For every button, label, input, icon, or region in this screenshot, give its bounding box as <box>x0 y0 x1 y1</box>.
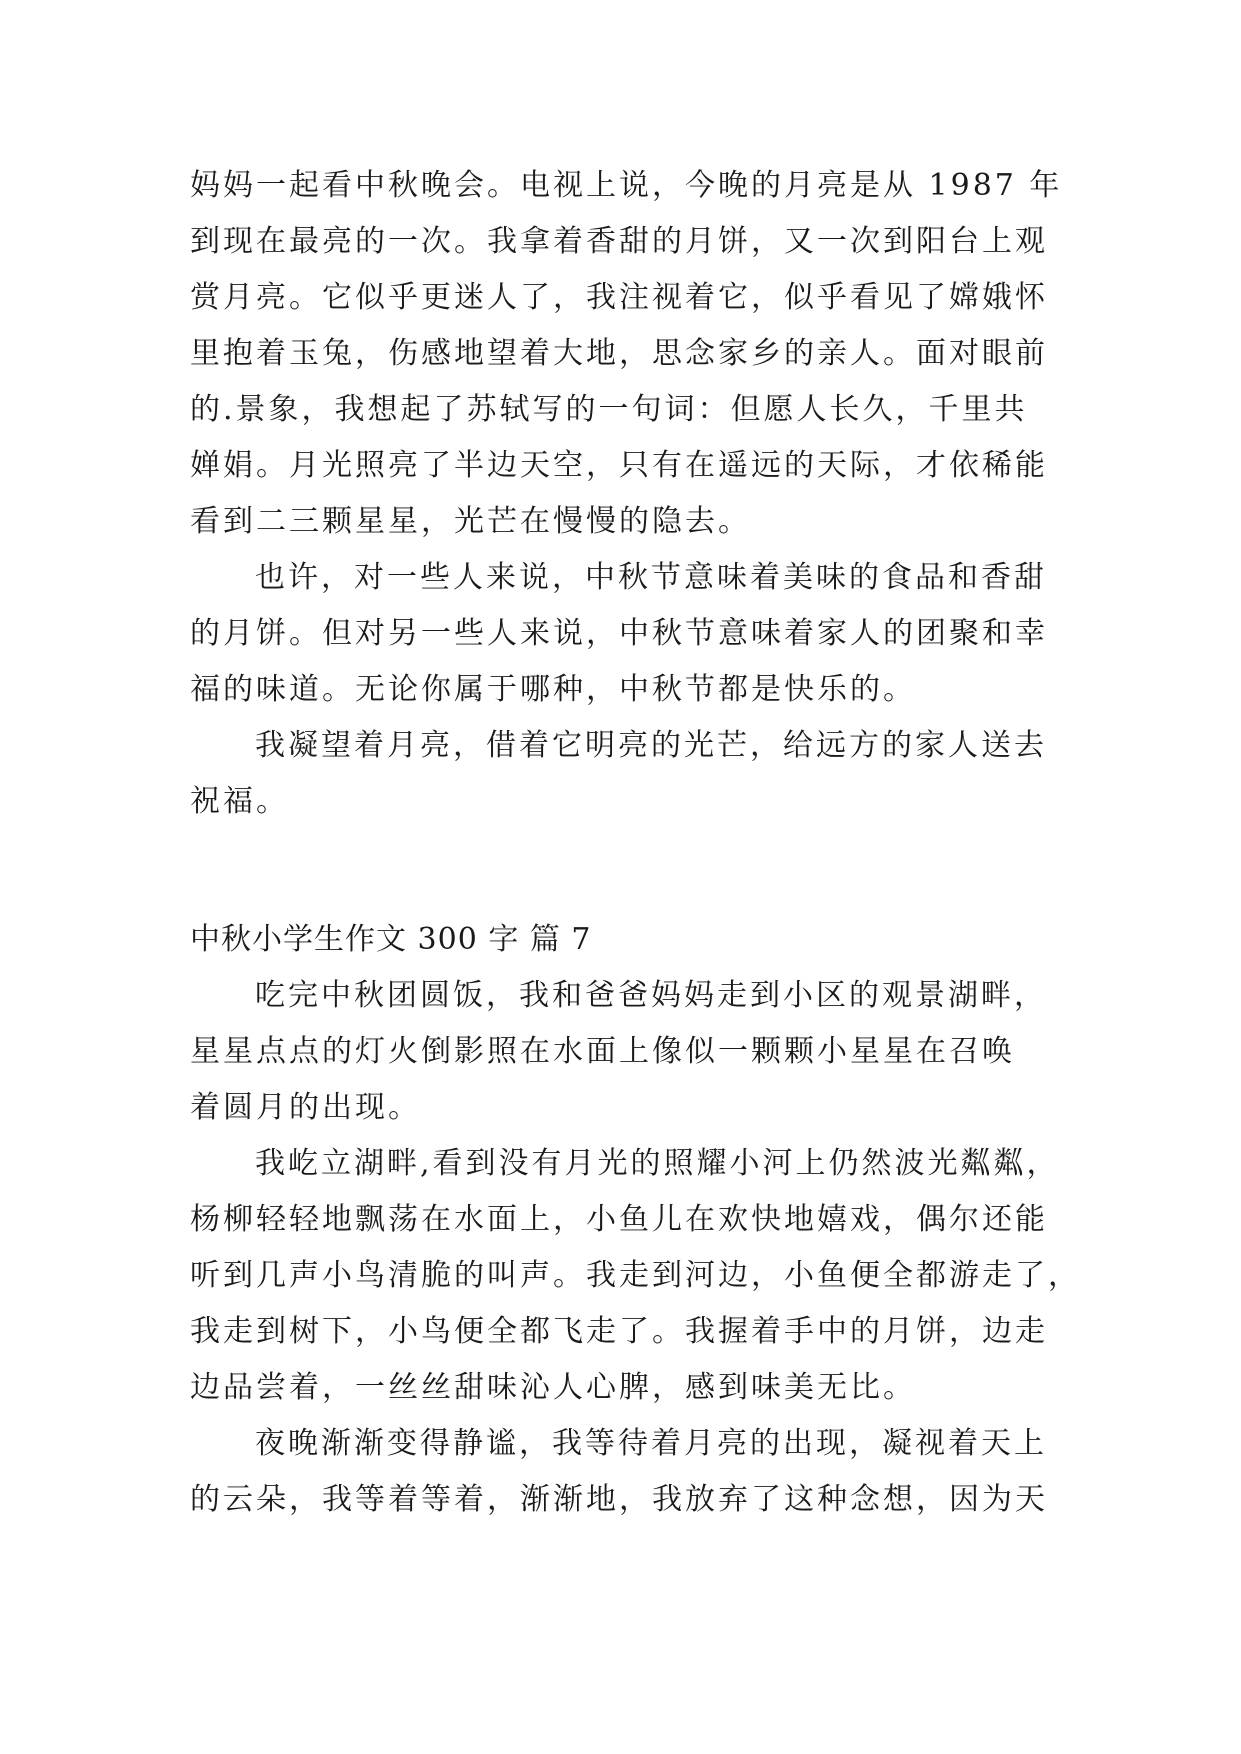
body-text-line: 也许，对一些人来说，中秋节意味着美味的食品和香甜 <box>255 560 1047 595</box>
body-text-line: 里抱着玉兔，伤感地望着大地，思念家乡的亲人。面对眼前 <box>190 336 1048 371</box>
section-heading: 中秋小学生作文 300 字 篇 7 <box>190 922 592 957</box>
body-text-line: 看到二三颗星星，光芒在慢慢的隐去。 <box>190 504 751 539</box>
body-text-line: 的.景象，我想起了苏轼写的一句词：但愿人长久，千里共 <box>190 392 1028 427</box>
body-text-line: 着圆月的出现。 <box>190 1090 421 1125</box>
body-text-line: 夜晚渐渐变得静谧，我等待着月亮的出现，凝视着天上 <box>255 1426 1047 1461</box>
body-text-line: 福的味道。无论你属于哪种，中秋节都是快乐的。 <box>190 672 916 707</box>
body-text-line: 我走到树下，小鸟便全都飞走了。我握着手中的月饼，边走 <box>190 1314 1048 1349</box>
body-text-line: 边品尝着，一丝丝甜味沁人心脾，感到味美无比。 <box>190 1370 916 1405</box>
body-text-line: 的云朵，我等着等着，渐渐地，我放弃了这种念想，因为天 <box>190 1482 1048 1517</box>
body-text-line: 我凝望着月亮，借着它明亮的光芒，给远方的家人送去 <box>255 728 1047 763</box>
body-text-line: 我屹立湖畔,看到没有月光的照耀小河上仍然波光粼粼， <box>255 1146 1060 1181</box>
body-text-line: 妈妈一起看中秋晚会。电视上说，今晚的月亮是从 1987 年 <box>190 168 1063 203</box>
body-text-line: 到现在最亮的一次。我拿着香甜的月饼，又一次到阳台上观 <box>190 224 1048 259</box>
body-text-line: 吃完中秋团圆饭，我和爸爸妈妈走到小区的观景湖畔， <box>255 978 1047 1013</box>
body-text-line: 祝福。 <box>190 784 289 819</box>
body-text-line: 婵娟。月光照亮了半边天空，只有在遥远的天际，才依稀能 <box>190 448 1048 483</box>
body-text-line: 杨柳轻轻地飘荡在水面上，小鱼儿在欢快地嬉戏，偶尔还能 <box>190 1202 1048 1237</box>
body-text-line: 听到几声小鸟清脆的叫声。我走到河边，小鱼便全都游走了， <box>190 1258 1081 1293</box>
body-text-line: 的月饼。但对另一些人来说，中秋节意味着家人的团聚和幸 <box>190 616 1048 651</box>
body-text-line: 星星点点的灯火倒影照在水面上像似一颗颗小星星在召唤 <box>190 1034 1015 1069</box>
body-text-line: 赏月亮。它似乎更迷人了，我注视着它，似乎看见了嫦娥怀 <box>190 280 1048 315</box>
